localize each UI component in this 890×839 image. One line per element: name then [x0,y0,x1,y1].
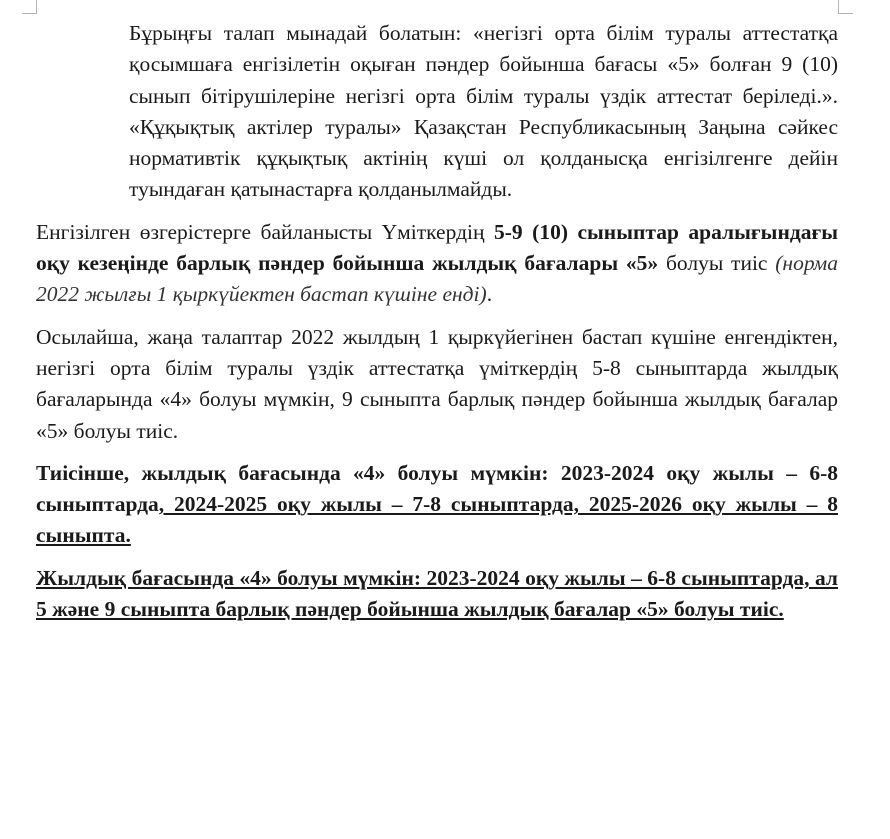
paragraph-changes-bold: 5-9 (10) сыныптар аралығындағы оқу кезеңінде барлық пәндер бойынша жылдық бағалары «5» [36,219,839,276]
page-corner-mark-right [838,0,853,14]
quoted-previous-requirement: Бұрыңғы талап мынадай болатын: «негізгі орта білім туралы аттестатқа қосымшаға енгізілетін оқыған пәндер бойынша бағасы «5» болған 9 (10) сынып бітірушілеріне негізгі орта білім туралы үздік аттестат беріледі.». «Құқықтық актілер туралы» Қазақстан Республикасының Заңына сәйкес нормативтік құқықтық актінің күші ол қолданысқа енгізілгенге дейін туындаған қатынастарға қолданылмайды. [129,21,838,202]
paragraph-grade-schedule [36,458,838,552]
paragraph-grade-summary: Жылдық бағасында «4» болуы мүмкін: 2023-2024 оқу жылы – 6-8 сыныптарда, ал 5 және 9 сыныпта барлық пәндер бойынша жылдық бағалар «5» болуы тиіс. [36,565,838,622]
paragraph-changes-text-3: . [486,282,493,307]
paragraph-new-requirements: Осылайша, жаңа талаптар 2022 жылдың 1 қыркүйегінен бастап күшіне енгендіктен, негізгі орта білім туралы үздік аттестатқа үміткердің 5-8 сыныптарда жылдық бағаларында «4» болуы мүмкін, 9 сыныпта барлық пәндер бойынша жылдық бағалар «5» болуы тиіс. [36,324,838,443]
paragraph-changes-italic-note: (норма 2022 жылғы 1 қыркүйектен бастап күшіне енді) [36,251,838,307]
paragraph-changes [36,217,838,311]
page-corner-mark-left [22,0,37,14]
paragraph-grade-schedule-text: Тиісінше, жылдық бағасында «4» болуы мүмкін: 2023-2024 оқу жылы – 6-8 сыныптарда [36,460,838,517]
paragraph-grade-schedule-underlined: , 2024-2025 оқу жылы – 7-8 сыныптарда, 2025-2026 оқу жылы – 8 сыныпта. [36,492,838,548]
paragraph-changes-text-2: болуы тиіс [658,251,776,276]
paragraph-changes-text-1: Енгізілген өзгерістерге байланысты Үміткердің [36,219,494,244]
document-page [36,18,838,625]
